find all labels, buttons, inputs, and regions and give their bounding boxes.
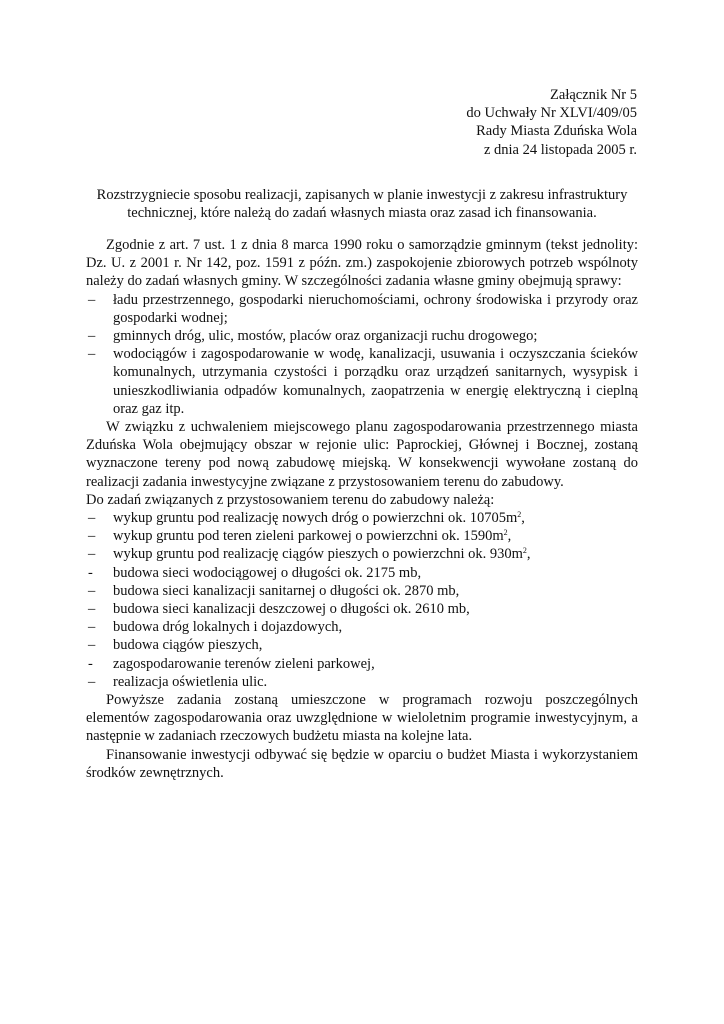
intro-paragraph: Zgodnie z art. 7 ust. 1 z dnia 8 marca 1990 roku o samorządzie gminnym (tekst jednolity: Dz. U. z 2001 r. Nr 142, poz. 1591 z późn. zm.) zaspokojenie zbiorowych potrzeb wspólnoty należy do zadań własnych gminy. W szczególności zadania własne gminy obejmują sprawy: xyxy=(86,237,638,290)
dash-marker: – xyxy=(88,619,96,636)
dash-marker: – xyxy=(88,510,96,527)
list-item-text: wykup gruntu pod teren zieleni parkowej o powierzchni ok. 1590m xyxy=(113,528,504,545)
area-unit-exponent: 2 xyxy=(522,546,527,556)
list-item-tail: , xyxy=(507,528,512,545)
list-item-text: budowa sieci wodociągowej o długości ok. 2175 mb, xyxy=(113,564,422,581)
financing-paragraph: Finansowanie inwestycji odbywać się będzie w oparciu o budżet Miasta i wykorzystaniem środków zewnętrznych. xyxy=(86,746,638,781)
list-item-text: budowa dróg lokalnych i dojazdowych, xyxy=(113,619,343,636)
dash-marker: – xyxy=(88,546,96,563)
dash-marker: – xyxy=(88,291,96,308)
dash-marker: – xyxy=(88,601,96,618)
dash-marker: – xyxy=(88,528,96,545)
dash-marker: – xyxy=(88,673,96,690)
area-unit-exponent: 2 xyxy=(517,510,522,520)
document-body xyxy=(86,236,638,782)
list-item-tail: , xyxy=(526,546,531,563)
list-item xyxy=(86,673,638,691)
resolution-number: do Uchwały Nr XLVI/409/05 xyxy=(466,105,637,122)
list-item xyxy=(86,509,638,527)
list-item-text: realizacja oświetlenia ulic. xyxy=(113,673,268,690)
list-item-text: ładu przestrzennego, gospodarki nieruchomościami, ochrony środowiska i przyrody oraz gospodarki wodnej; xyxy=(113,291,638,326)
investments-list xyxy=(86,509,638,691)
list-item xyxy=(86,582,638,600)
list-item-text: budowa sieci kanalizacji sanitarnej o długości ok. 2870 mb, xyxy=(113,582,460,599)
dash-marker: – xyxy=(88,328,96,345)
list-item xyxy=(86,327,638,345)
attachment-header xyxy=(466,86,637,159)
list-item-text: wodociągów i zagospodarowanie w wodę, kanalizacji, usuwania i oczyszczania ścieków komunalnych, utrzymania czystości i porządku oraz urządzeń sanitarnych, wysypisk i unieszkodliwiania odpadów komunalnych, zaopatrzenia w energię elektryczną i cieplną oraz gaz itp. xyxy=(113,346,638,417)
dash-marker: – xyxy=(88,637,96,654)
list-item-text: wykup gruntu pod realizację ciągów pieszych o powierzchni ok. 930m xyxy=(113,546,523,563)
dash-marker: – xyxy=(88,582,96,599)
list-item-text: zagospodarowanie terenów zieleni parkowej, xyxy=(113,655,375,672)
list-item-tail: , xyxy=(521,510,525,527)
list-item xyxy=(86,618,638,636)
attachment-number: Załącznik Nr 5 xyxy=(550,87,637,103)
municipal-tasks-list xyxy=(86,291,638,418)
list-item xyxy=(86,636,638,654)
investments-lead: Do zadań związanych z przystosowaniem terenu do zabudowy należą: xyxy=(86,491,495,508)
dash-marker: - xyxy=(88,564,93,581)
list-item xyxy=(86,564,638,582)
resolution-date: z dnia 24 listopada 2005 r. xyxy=(483,141,637,158)
list-item-text: gminnych dróg, ulic, mostów, placów oraz organizacji ruchu drogowego; xyxy=(113,328,538,345)
plan-paragraph: W związku z uchwaleniem miejscowego planu zagospodarowania przestrzennego miasta Zduńska Wola obejmujący obszar w rejonie ulic: Paprockiej, Głównej i Bocznej, zostaną wyznaczone tereny pod nową zabudowę miejską. W konsekwencji wywołane zostaną do realizacji zadania inwestycyjne związane z przystosowaniem terenu do zabudowy. xyxy=(86,419,638,490)
list-item-text: budowa ciągów pieszych, xyxy=(113,637,263,654)
programs-paragraph: Powyższe zadania zostaną umieszczone w programach rozwoju poszczególnych elementów zagospodarowania oraz uwzględnione w wieloletnim programie inwestycyjnym, a następnie w zadaniach rzeczowych budżetu miasta na kolejne lata. xyxy=(86,692,638,745)
dash-marker: - xyxy=(88,655,93,672)
area-unit-exponent: 2 xyxy=(503,528,508,538)
list-item-text: budowa sieci kanalizacji deszczowej o długości ok. 2610 mb, xyxy=(113,601,470,618)
list-item xyxy=(86,600,638,618)
council-name: Rady Miasta Zduńska Wola xyxy=(476,123,637,140)
list-item xyxy=(86,527,638,545)
dash-marker: – xyxy=(88,346,96,363)
list-item xyxy=(86,655,638,673)
list-item xyxy=(86,545,638,563)
list-item xyxy=(86,291,638,327)
list-item-text: wykup gruntu pod realizację nowych dróg o powierzchni ok. 10705m xyxy=(113,510,518,527)
document-title: Rozstrzygniecie sposobu realizacji, zapisanych w planie inwestycji z zakresu infrastruktury technicznej, które należą do zadań własnych miasta oraz zasad ich finansowania. xyxy=(96,187,628,222)
list-item xyxy=(86,345,638,418)
